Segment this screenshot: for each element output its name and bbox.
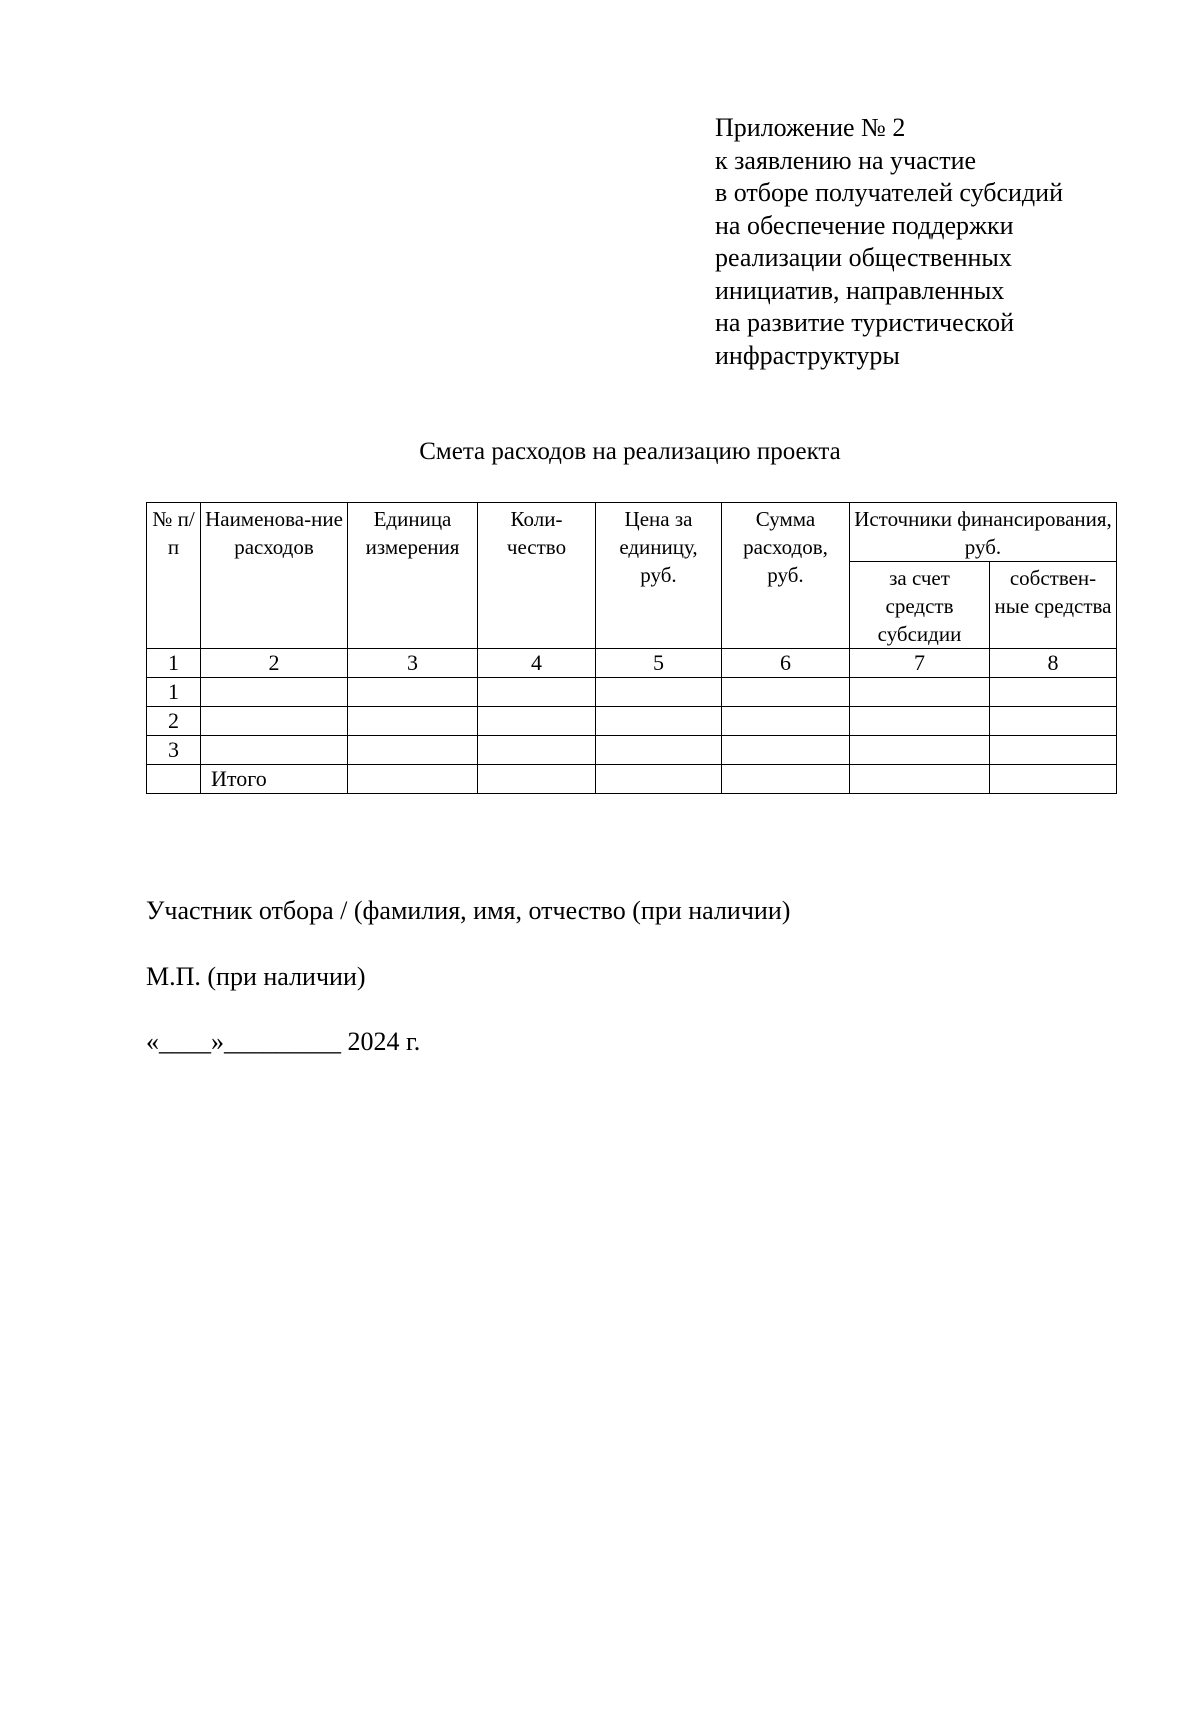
appendix-line: инициатив, направленных <box>715 275 1005 305</box>
column-number: 4 <box>478 649 596 678</box>
appendix-line: к заявлению на участие <box>715 145 977 175</box>
unit-cell <box>348 678 478 707</box>
header-name: Наименова-ние расходов <box>201 503 348 649</box>
column-number-row <box>147 649 1117 678</box>
own-funds-cell <box>990 678 1117 707</box>
appendix-line: инфраструктуры <box>715 340 900 370</box>
unit-cell <box>348 707 478 736</box>
row-number <box>147 765 201 794</box>
column-number: 3 <box>348 649 478 678</box>
header-qty: Коли-чество <box>478 503 596 649</box>
header-subsidy: за счет средств субсидии <box>850 562 990 649</box>
sum-cell <box>722 678 850 707</box>
total-row <box>147 765 1117 794</box>
appendix-line: на обеспечение поддержки <box>715 210 1014 240</box>
qty-cell <box>478 765 596 794</box>
stamp-line: М.П. (при наличии) <box>146 962 366 991</box>
sum-cell <box>722 707 850 736</box>
estimate-table <box>146 502 1117 794</box>
subsidy-cell <box>850 707 990 736</box>
unit-cell <box>348 765 478 794</box>
own-funds-cell <box>990 765 1117 794</box>
header-price: Цена за единицу, руб. <box>596 503 722 649</box>
column-number: 7 <box>850 649 990 678</box>
expense-name-cell <box>201 736 348 765</box>
header-num: № п/п <box>147 503 201 649</box>
appendix-block <box>715 112 1063 372</box>
header-own: собствен-ные средства <box>990 562 1117 649</box>
expense-name-cell <box>201 707 348 736</box>
column-number: 5 <box>596 649 722 678</box>
header-sum: Сумма расходов, руб. <box>722 503 850 649</box>
column-number: 1 <box>147 649 201 678</box>
qty-cell <box>478 707 596 736</box>
qty-cell <box>478 678 596 707</box>
header-row <box>147 503 1117 562</box>
table-row <box>147 678 1117 707</box>
qty-cell <box>478 736 596 765</box>
header-unit: Единица измерения <box>348 503 478 649</box>
date-line: «____»_________ 2024 г. <box>146 1027 421 1056</box>
participant-line: Участник отбора / (фамилия, имя, отчество (при наличии) <box>146 896 791 925</box>
appendix-line: реализации общественных <box>715 243 1012 272</box>
sum-cell <box>722 765 850 794</box>
column-number: 2 <box>201 649 348 678</box>
sum-cell <box>722 736 850 765</box>
unit-cell <box>348 736 478 765</box>
column-number: 6 <box>722 649 850 678</box>
appendix-line: в отборе получателей субсидий <box>715 178 1063 207</box>
price-cell <box>596 678 722 707</box>
row-number: 2 <box>147 707 201 736</box>
column-number: 8 <box>990 649 1117 678</box>
subsidy-cell <box>850 765 990 794</box>
row-number: 3 <box>147 736 201 765</box>
total-label: Итого <box>201 765 348 794</box>
appendix-line: на развитие туристической <box>715 308 1015 337</box>
document-title: Смета расходов на реализацию проекта <box>419 438 841 465</box>
price-cell <box>596 707 722 736</box>
subsidy-cell <box>850 678 990 707</box>
table-row <box>147 736 1117 765</box>
expense-name-cell <box>201 678 348 707</box>
price-cell <box>596 765 722 794</box>
own-funds-cell <box>990 707 1117 736</box>
table-row <box>147 707 1117 736</box>
price-cell <box>596 736 722 765</box>
subsidy-cell <box>850 736 990 765</box>
own-funds-cell <box>990 736 1117 765</box>
appendix-line: Приложение № 2 <box>715 113 906 142</box>
row-number: 1 <box>147 678 201 707</box>
header-sources: Источники финансирования, руб. <box>850 503 1117 562</box>
